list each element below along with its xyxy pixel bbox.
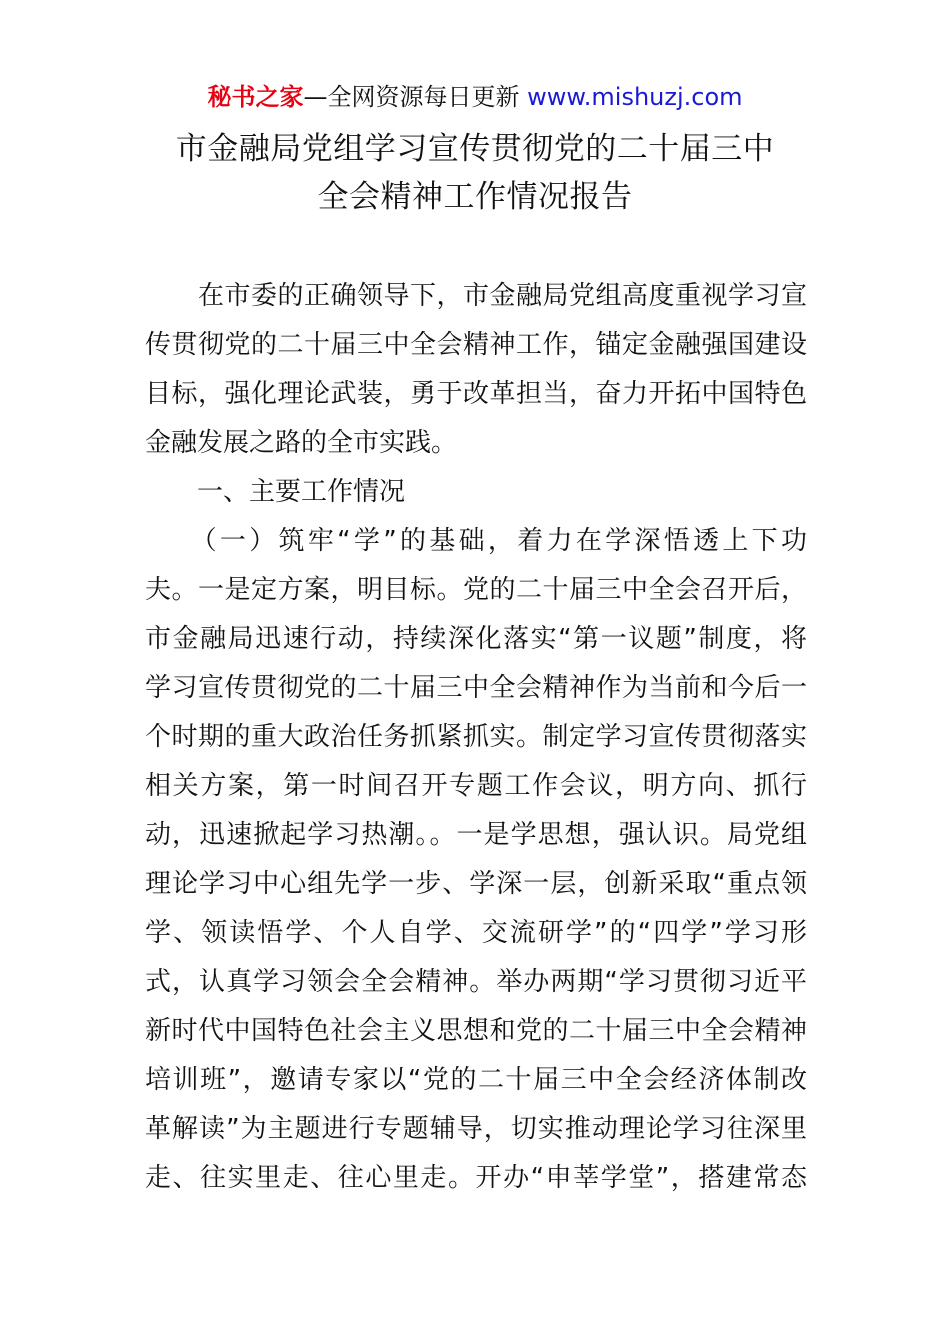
body-line: 理论学习中心组先学一步、学深一层，创新采取“重点领 xyxy=(145,869,807,899)
body-line: 动，迅速掀起学习热潮。。一是学思想，强认识。局党组 xyxy=(145,820,807,850)
body-line: 培训班”，邀请专家以“党的二十届三中全会经济体制改 xyxy=(145,1065,807,1095)
site-url: www.mishuzj.com xyxy=(527,83,743,111)
body-line: 目标，强化理论武装，勇于改革担当，奋力开拓中国特色 xyxy=(145,379,807,409)
document-title-line-1: 市金融局党组学习宣传贯彻党的二十届三中 xyxy=(175,131,775,167)
document-body xyxy=(145,272,807,1203)
body-line: 学习宣传贯彻党的二十届三中全会精神作为当前和今后一 xyxy=(145,673,807,703)
body-line: 新时代中国特色社会主义思想和党的二十届三中全会精神 xyxy=(145,1016,807,1046)
header-tagline: —全网资源每日更新 xyxy=(303,83,528,111)
site-header xyxy=(0,80,950,114)
body-line: 相关方案，第一时间召开专题工作会议，明方向、抓行 xyxy=(145,771,807,801)
body-line: 式，认真学习领会全会精神。举办两期“学习贯彻习近平 xyxy=(145,967,807,997)
body-line: 走、往实里走、往心里走。开办“申莘学堂”，搭建常态 xyxy=(145,1163,807,1193)
body-line: 夫。一是定方案，明目标。党的二十届三中全会召开后， xyxy=(145,575,807,605)
body-line: 革解读”为主题进行专题辅导，切实推动理论学习往深里 xyxy=(145,1114,807,1144)
section-heading: 一、主要工作情况 xyxy=(145,477,406,507)
body-line: 市金融局迅速行动，持续深化落实“第一议题”制度，将 xyxy=(145,624,807,654)
body-line: （一）筑牢“学”的基础，着力在学深悟透上下功 xyxy=(145,526,807,556)
document-title-line-2: 全会精神工作情况报告 xyxy=(317,179,633,215)
brand-name: 秘书之家 xyxy=(207,83,304,111)
body-line: 金融发展之路的全市实践。 xyxy=(145,428,458,458)
body-line: 传贯彻党的二十届三中全会精神工作，锚定金融强国建设 xyxy=(145,330,807,360)
body-line: 在市委的正确领导下，市金融局党组高度重视学习宣 xyxy=(145,281,807,311)
body-line: 个时期的重大政治任务抓紧抓实。制定学习宣传贯彻落实 xyxy=(145,722,807,752)
body-line: 学、领读悟学、个人自学、交流研学”的“四学”学习形 xyxy=(145,918,807,948)
